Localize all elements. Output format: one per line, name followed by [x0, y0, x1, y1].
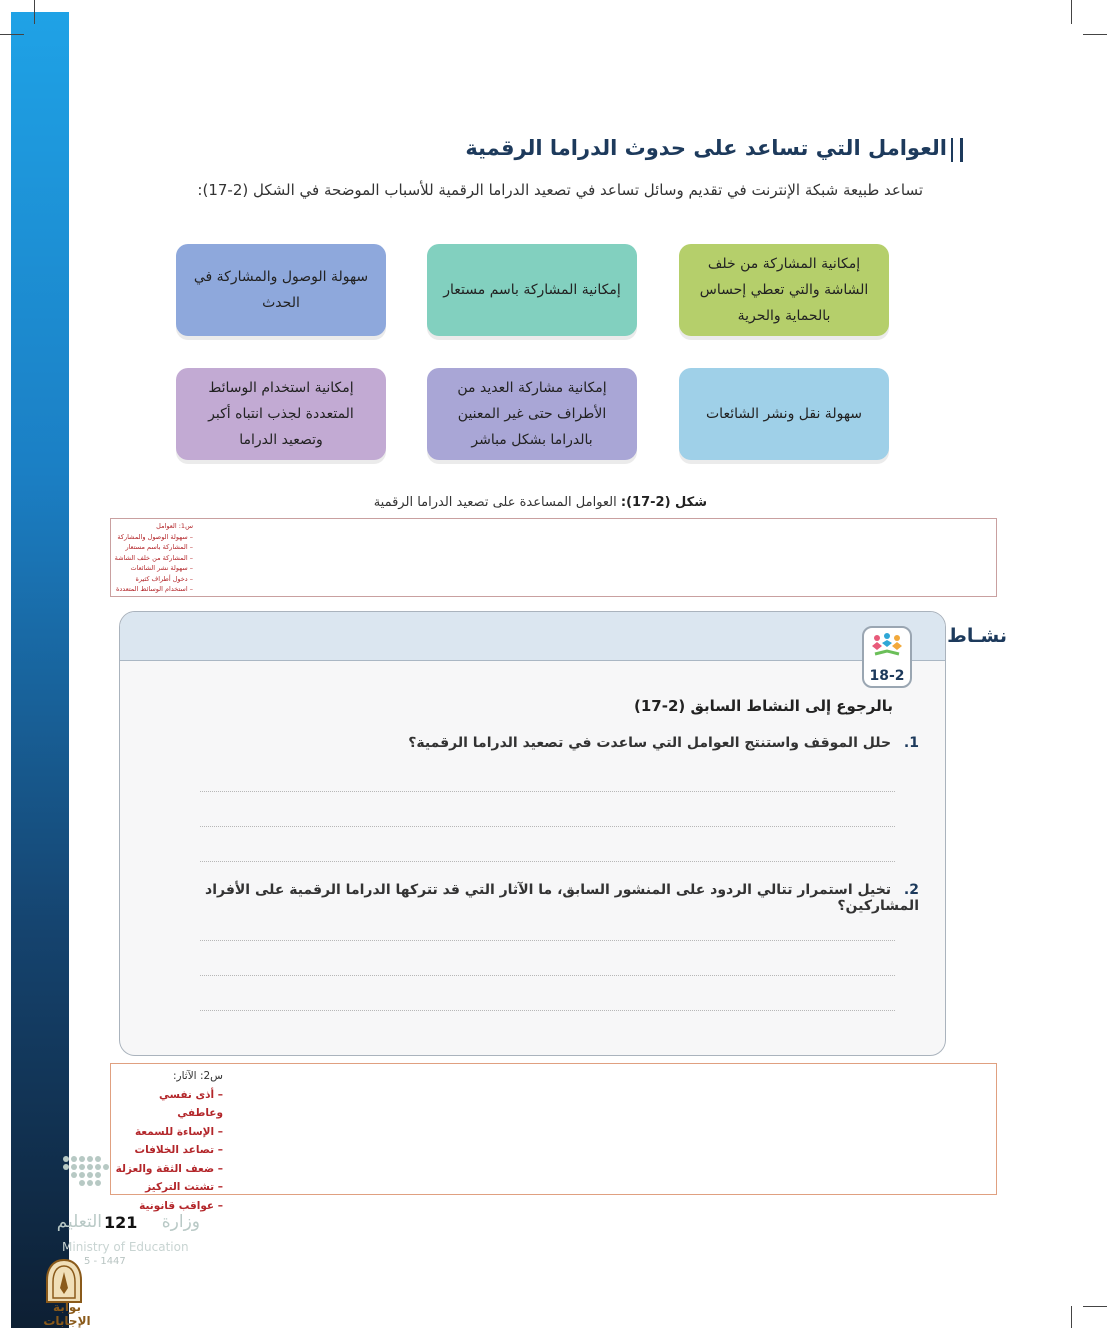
- answer-line: [200, 975, 895, 976]
- edge-color-bar: [11, 12, 69, 1328]
- activity-card-header: [120, 612, 945, 661]
- question-1-text: حلل الموقف واستنتج العوامل التي ساعدت في تصعيد الدراما الرقمية؟: [408, 735, 892, 751]
- answer-2-item: – عواقب قانونية: [139, 1199, 223, 1212]
- question-2: [159, 882, 919, 914]
- section-heading: [247, 136, 947, 170]
- crop-mark: [1071, 0, 1072, 24]
- figure-caption-text: العوامل المساعدة على تصعيد الدراما الرقمية: [373, 495, 621, 510]
- activity-people-icon: [869, 632, 905, 658]
- factor-box-1: [679, 244, 889, 336]
- ministry-name-en: Ministry of Education: [62, 1240, 189, 1254]
- answer-1-item: – المشاركة من خلف الشاشة: [114, 553, 193, 562]
- factor-text: إمكانية استخدام الوسائط المتعددة لجذب انتباه أكبر وتصعيد الدراما: [208, 380, 354, 448]
- answer-box-2: [110, 1063, 997, 1212]
- activity-title: نشـاط: [947, 625, 1007, 647]
- crop-mark: [1083, 34, 1107, 35]
- factor-text: إمكانية المشاركة من خلف الشاشة والتي تعطي إحساس بالحماية والحرية: [699, 256, 869, 324]
- factor-box-3: [176, 244, 386, 336]
- answer-line: [200, 791, 895, 792]
- heading-marker-icon: [951, 138, 963, 162]
- figure-caption: [207, 495, 707, 510]
- answer-1-item: – المشاركة باسم مستعار: [125, 543, 193, 551]
- answer-2-title: س2: الآثار:: [172, 1070, 223, 1082]
- question-2-text: تخيل استمرار تتالي الردود على المنشور السابق، ما الآثار التي قد تتركها الدراما الرقمية على الأفراد المشاركين؟: [205, 882, 919, 914]
- factor-box-4: [679, 368, 889, 460]
- answer-1-item: – سهولة نشر الشائعات: [130, 564, 193, 572]
- section-heading-text: العوامل التي تساعد على حدوث الدراما الرقمية: [465, 136, 947, 160]
- factor-text: إمكانية مشاركة العديد من الأطراف حتى غير المعنين بالدراما بشكل مباشر: [457, 380, 607, 448]
- intro-paragraph: تساعد طبيعة شبكة الإنترنت في تقديم وسائل تساعد في تصعيد الدراما الرقمية للأسباب الموضحة في الشكل (2-17):: [197, 181, 923, 199]
- portal-name: بوابة الإجابات: [43, 1300, 91, 1328]
- ministry-name-ar-2: التعليم: [56, 1212, 102, 1232]
- factor-text: سهولة الوصول والمشاركة في الحدث: [193, 269, 369, 311]
- answer-1-list: [113, 521, 193, 595]
- activity-badge: [862, 626, 912, 688]
- answer-box-1: [110, 518, 997, 597]
- answer-2-item: – تصاعد الخلافات: [134, 1144, 223, 1156]
- crop-mark: [0, 34, 24, 35]
- answer-2-item: – أذى نفسي وعاطفي: [159, 1088, 223, 1119]
- question-1-number: 1.: [903, 735, 919, 751]
- answer-1-item: – دخول أطراف كثيرة: [135, 574, 193, 583]
- answer-1-item: – استخدام الوسائط المتعددة: [115, 585, 193, 593]
- factor-box-5: [427, 368, 637, 460]
- answer-line: [200, 940, 895, 941]
- factor-box-6: [176, 368, 386, 460]
- question-1: [159, 735, 919, 751]
- answer-1-title: س1: العوامل: [156, 522, 193, 530]
- factor-text: سهولة نقل ونشر الشائعات: [706, 406, 862, 422]
- answer-line: [200, 826, 895, 827]
- factor-box-2: [427, 244, 637, 336]
- activity-card: [119, 611, 946, 1056]
- portal-logo-icon: [44, 1258, 84, 1304]
- ministry-dots-logo: [62, 1155, 112, 1195]
- factor-text: إمكانية المشاركة باسم مستعار: [443, 282, 621, 298]
- figure-caption-label: شكل (2-17):: [620, 495, 707, 510]
- answer-1-item: – سهولة الوصول والمشاركة: [117, 532, 193, 541]
- answer-2-item: – الإساءة للسمعة: [134, 1125, 223, 1138]
- answer-2-list: [113, 1067, 223, 1215]
- activity-intro: بالرجوع إلى النشاط السابق (2-17): [634, 697, 893, 715]
- edition-year: 5 - 1447: [84, 1256, 126, 1267]
- answer-line: [200, 861, 895, 862]
- crop-mark: [34, 0, 35, 24]
- answer-2-item: – تشتت التركيز: [145, 1181, 223, 1193]
- ministry-name-ar: وزارة: [161, 1212, 200, 1232]
- crop-mark: [1071, 1306, 1072, 1328]
- question-2-number: 2.: [903, 882, 919, 898]
- crop-mark: [1083, 1306, 1107, 1307]
- answer-2-item: – ضعف الثقة والعزلة: [115, 1162, 223, 1175]
- answer-line: [200, 1010, 895, 1011]
- activity-number: 18-2: [869, 668, 905, 684]
- page-number: 121: [104, 1213, 138, 1232]
